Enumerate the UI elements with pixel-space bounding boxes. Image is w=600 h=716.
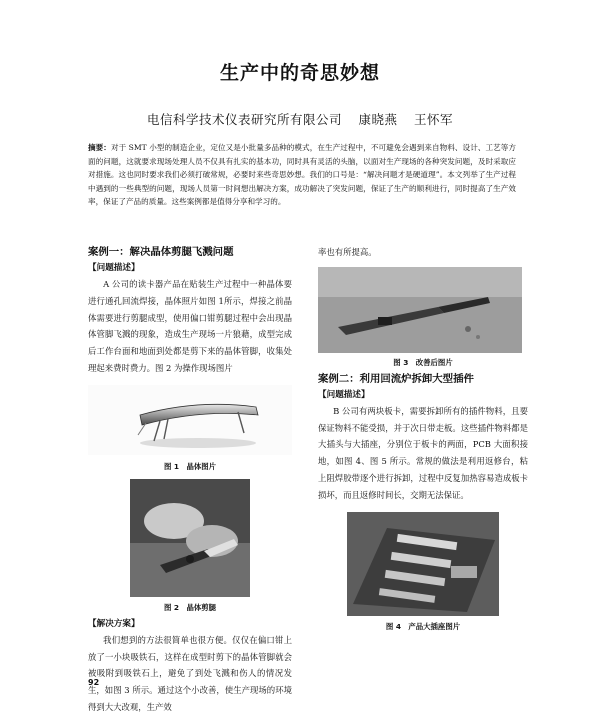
case1-problem-label: 【问题描述】 <box>88 263 140 273</box>
improved-illustration <box>318 267 522 353</box>
abstract-label: 摘要： <box>88 143 111 152</box>
figure-4-caption: 图 4 产品大插座图片 <box>385 621 461 631</box>
cutting-illustration <box>130 479 250 597</box>
case1-solution-text: 我们想到的方法很简单也很方便。仅仅在偏口钳上放了一小块吸铁石，这样在成型时剪下的晶体管脚就会被吸附到吸铁石上，避免了到处飞溅和伤人的情况发生，如图 3 所示。通过这个小改善，使生产现场的环境得到大大改观，生产效 <box>88 634 292 712</box>
figure-2-cutting-photo <box>130 479 250 597</box>
figure-4-socket-photo <box>347 512 499 616</box>
paper-title: 生产中的奇思妙想 <box>219 62 380 84</box>
figure-1-caption: 图 1 晶体图片 <box>163 461 217 471</box>
right-column <box>318 244 528 633</box>
case2-problem-text: B 公司有两块板卡，需要拆卸所有的插件物料，且要保证物料不能受损，并于次日带走板。这些插件物料都是大插头与大插座，分别位于板卡的两面，PCB 大面积接地，如图 4、图 5 所示。常规的做法是利用返修台，粘上阻焊胶带逐个进行拆卸，过程中反复加热容易造成板卡损坏，而且返修时间长，交期无法保证。 <box>318 405 528 500</box>
affiliation: 电信科学技术仪表研究所有限公司 <box>146 112 342 127</box>
figure-3-caption: 图 3 改善后图片 <box>393 357 453 367</box>
author-line <box>0 110 600 128</box>
author-name: 康晓燕 <box>358 112 398 127</box>
socket-illustration <box>347 512 499 616</box>
case1-problem-text: A 公司的读卡器产品在贴装生产过程中一种晶体要进行通孔回流焊接，晶体照片如图 1所示，焊接之前晶体需要进行剪腿成型，使用偏口钳剪腿过程中会出现晶体管脚飞溅的现象，造成生产现场一片狼藉，成型完成后工作台面和地面到处都是剪下来的晶体管脚，收集处理起来费时费力。图 2 为操作现场图片 <box>88 279 292 373</box>
abstract-text: 对于 SMT 小型的制造企业，定位又是小批量多品种的模式，在生产过程中，不可避免会遇到来自物料、设计、工艺等方面的问题，这就要求现场处理人员不仅具有扎实的基本功，同时具有灵活的头脑，以面对生产现场的各种突发问题，及时采取应对措施。这也同时要求我们必须打破常规，必要时来些奇思妙想。我们的口号是：“解决问题才是硬道理”。本文列举了生产过程中遇到的一些典型的问题，现场人员第一时间想出解决方案，成功解决了突发问题，保证了生产的顺利进行，同时提高了生产效率，保证了产品的质量。这些案例都是值得分享和学习的。 <box>88 143 516 207</box>
case2-heading: 案例二：利用回流炉拆卸大型插件 <box>318 372 474 385</box>
left-column <box>88 244 292 716</box>
crystal-illustration <box>88 385 292 455</box>
figure-1-crystal-photo <box>88 385 292 455</box>
case2-problem-label: 【问题描述】 <box>318 389 370 400</box>
page-number: 92 <box>88 678 100 687</box>
figure-3-improved-photo <box>318 267 522 353</box>
case1-solution-label: 【解决方案】 <box>88 618 140 629</box>
figure-2-caption: 图 2 晶体剪腿 <box>163 602 217 612</box>
case1-heading: 案例一：解决晶体剪腿飞溅问题 <box>88 246 234 258</box>
abstract <box>88 141 516 209</box>
case1-solution-continued: 率也有所提高。 <box>318 247 377 257</box>
author-name: 王怀军 <box>413 112 453 127</box>
